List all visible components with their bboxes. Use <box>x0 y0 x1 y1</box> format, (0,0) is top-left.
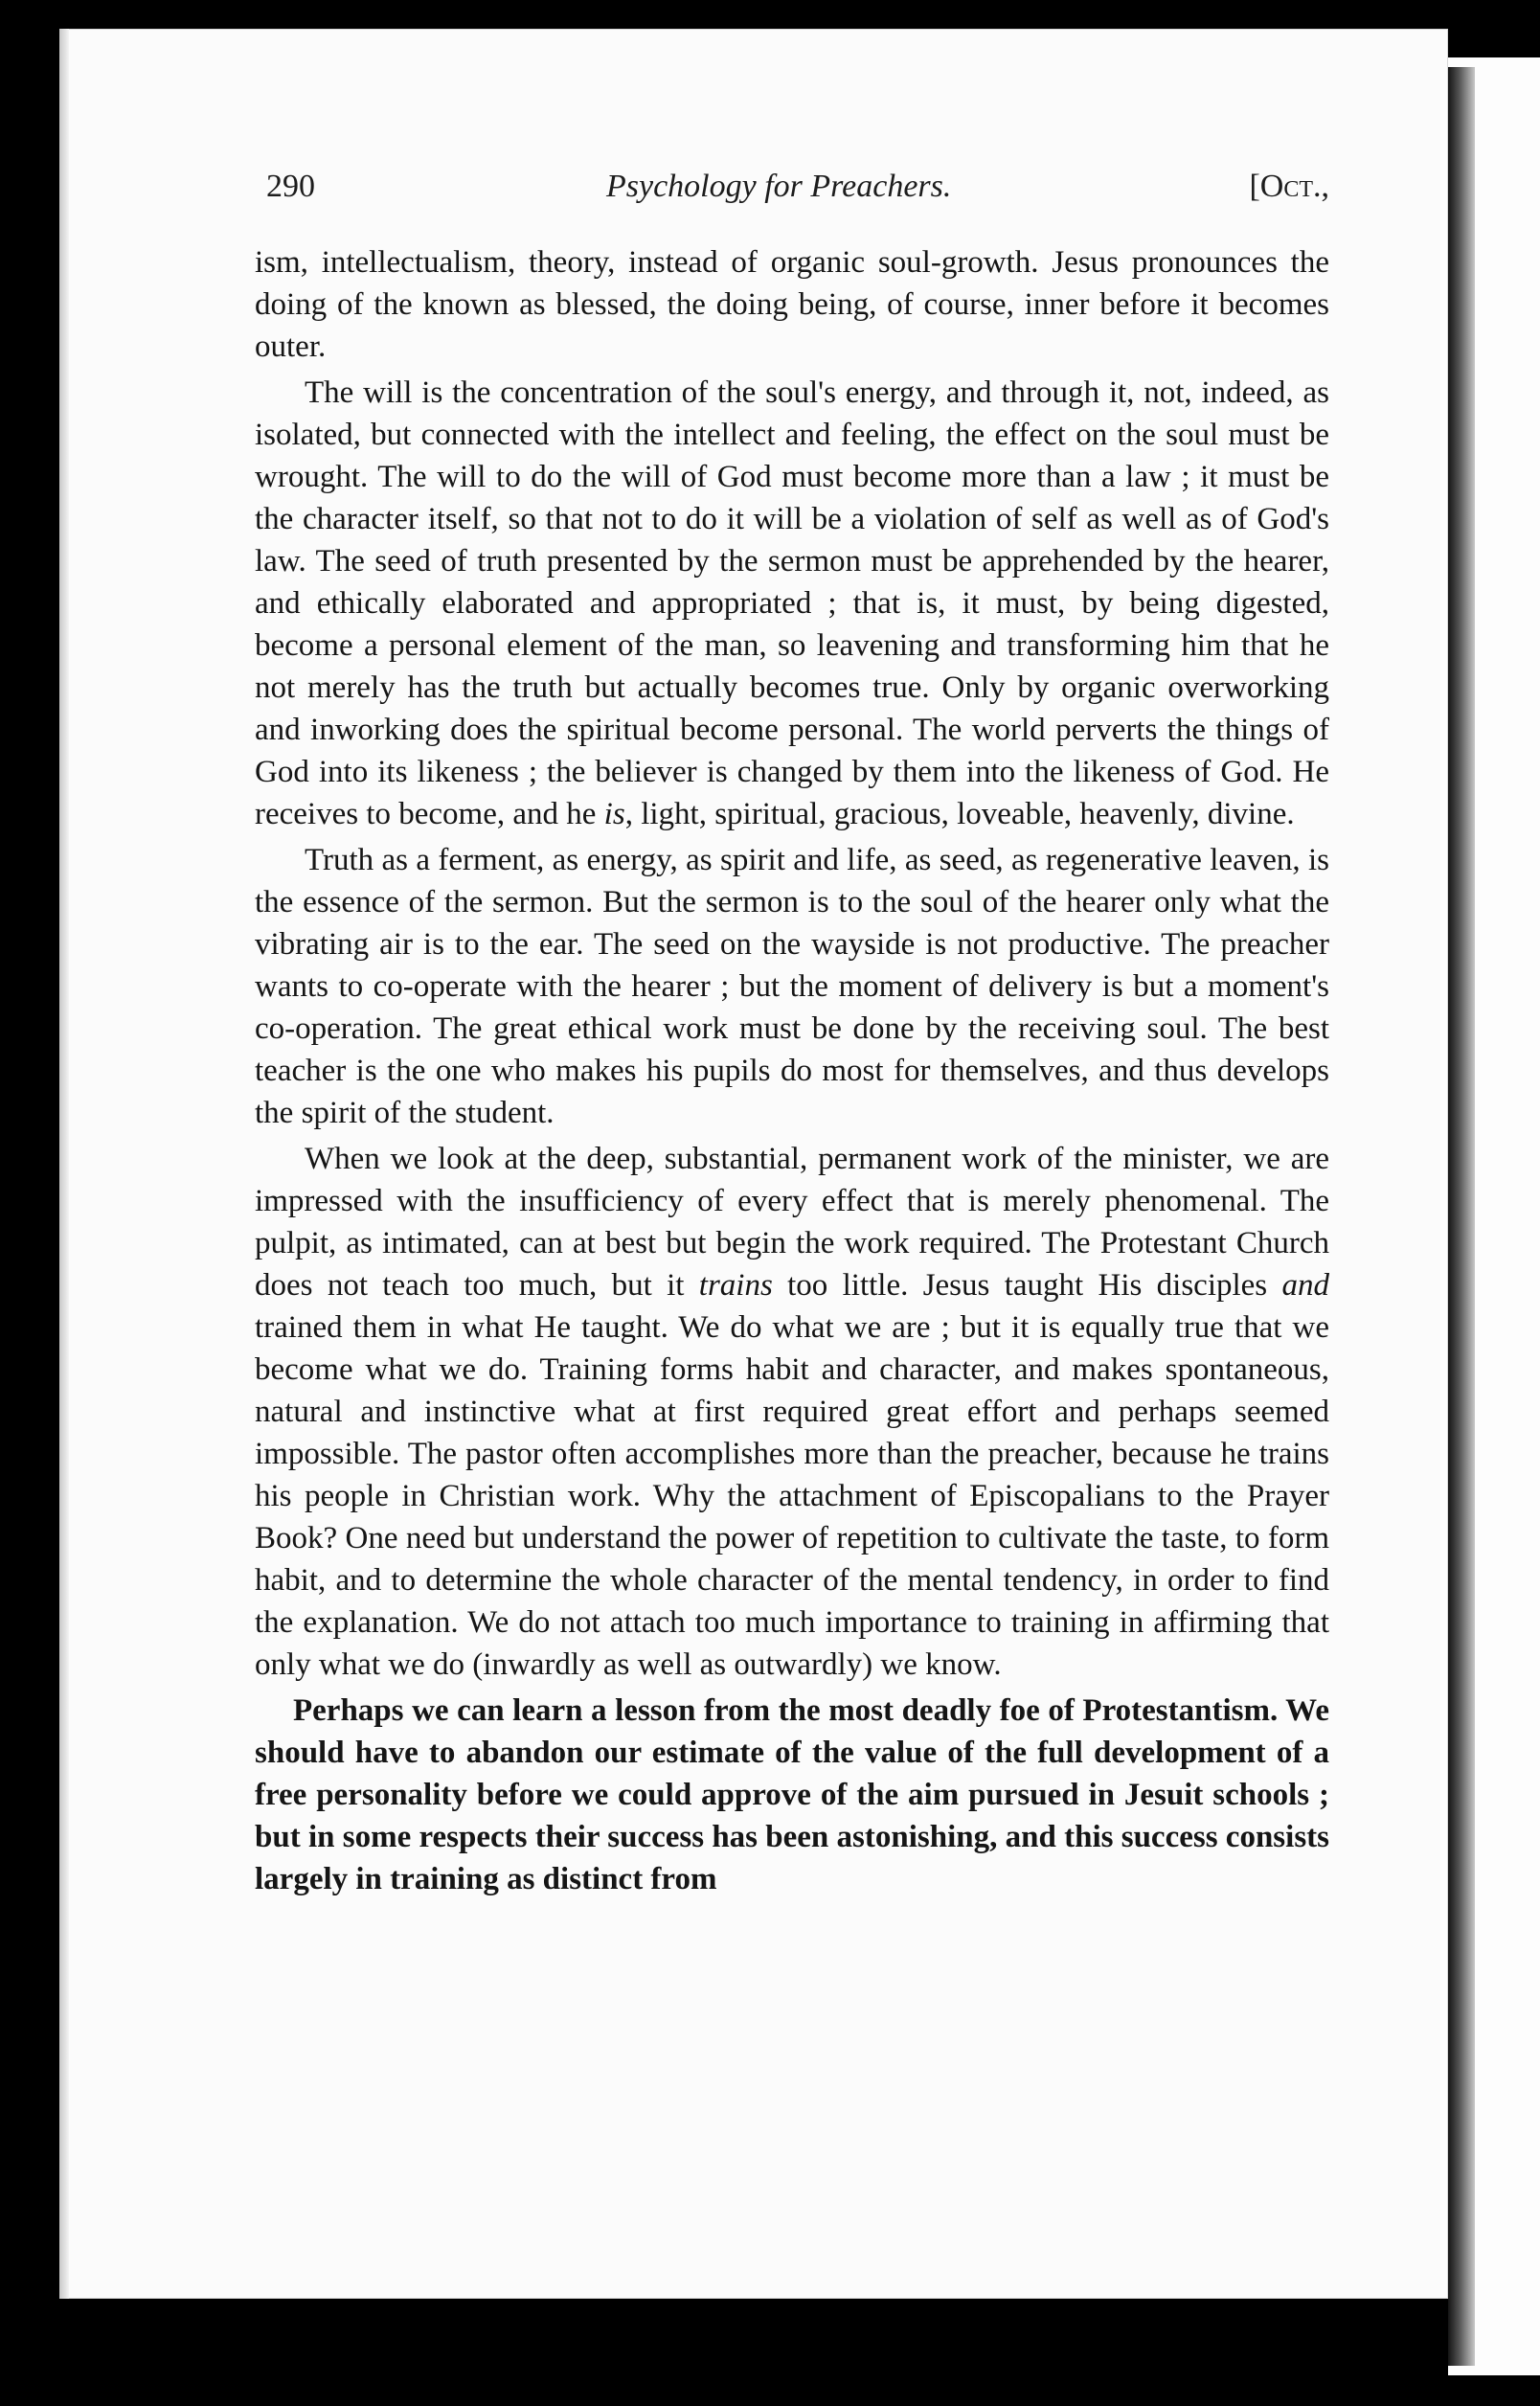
paragraph-text-b: too little. Jesus taught His disciples <box>772 1268 1282 1303</box>
running-section: [Oct., <box>1249 169 1329 204</box>
emphasis-is: is <box>603 797 625 831</box>
paragraph-jesuit: Perhaps we can learn a lesson from the most deadly foe of Protestantism. We should have to abandon our estimate of the value of the full development of a free personality before we could approve of the aim pursued in Jesuit schools ; but in some respects their success has been astonishing, and this success consists largely in training as distinct from <box>255 1693 1329 1896</box>
paragraph-text-c: trained them in what He taught. We do what we are ; but it is equally true that we become what we do. Training forms habit and character, and makes spontaneous, natural and instinctive what at first required great effort and perhaps seemed impossible. The pastor often accomplishes more than the preacher, because he trains his people in Christian work. Why the attachment of Episcopalians to the Prayer Book? One need but understand the power of repetition to cultivate the taste, to form habit, and to determine the whole character of the mental tendency, in order to find the explanation. We do not attach too much importance to training in affirming that only what we do (inwardly as well as outwardly) we know. <box>255 1310 1329 1682</box>
emphasis-trains: trains <box>698 1268 773 1303</box>
page-number: 290 <box>266 169 315 204</box>
paragraph-training <box>255 1138 1329 1686</box>
emphasis-and: and <box>1281 1268 1329 1303</box>
paragraph-truth: Truth as a ferment, as energy, as spirit and life, as seed, as regenerative leaven, is the essence of the sermon. But the sermon is to the soul of the hearer only what the vibrating air is to the ear. The seed on the wayside is not productive. The preacher wants to co-operate with the hearer ; but the moment of delivery is but a moment's co-operation. The great ethical work must be done by the receiving soul. The best teacher is the one who makes his pupils do most for themselves, and thus develops the spirit of the student. <box>255 843 1329 1130</box>
paragraph-continuation: ism, intellectualism, theory, instead of organic soul-growth. Jesus pronounces the doing of the known as blessed, the doing being, of course, inner before it becomes outer. <box>255 245 1329 364</box>
paragraph-will <box>255 372 1329 835</box>
paragraph-text: The will is the concentration of the soul's energy, and through it, not, indeed, as isolated, but connected with the intellect and feeling, the effect on the soul must be wrought. The will to do the will of God must become more than a law ; it must be the character itself, so that not to do it will be a violation of self as well as of God's law. The seed of truth presented by the sermon must be apprehended by the hearer, and ethically elaborated and appropriated ; that is, it must, by being digested, become a personal element of the man, so leavening and transforming him that he not merely has the truth but actually becomes true. Only by organic overworking and inworking does the spiritual become personal. The world perverts the things of God into its likeness ; the believer is changed by them into the likeness of God. He receives to become, and he <box>255 375 1329 831</box>
paragraph-text-a: When we look at the deep, substantial, permanent work of the minister, we are impressed with the insufficiency of every effect that is merely phenomenal. The pulpit, as intimated, can at best but begin the work required. The Protestant Church does not teach too much, but it <box>255 1142 1329 1303</box>
running-title: Psychology for Preachers. <box>606 169 952 204</box>
page-edge-shadow <box>59 29 69 2299</box>
running-head <box>266 169 1329 216</box>
book-gutter <box>1448 67 1475 2366</box>
body-text <box>255 241 1329 1900</box>
paragraph-text-end: , light, spiritual, gracious, loveable, heavenly, divine. <box>624 797 1295 831</box>
